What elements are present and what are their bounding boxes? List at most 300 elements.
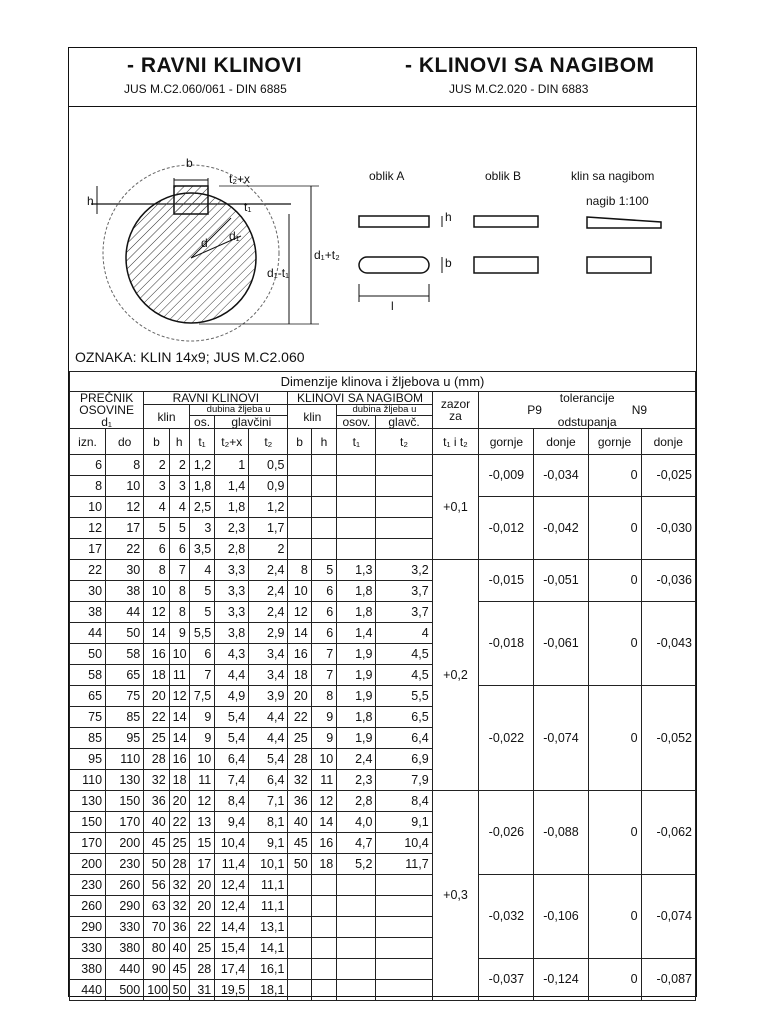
cell-t2x: 9,4 — [215, 812, 249, 833]
cell-t1: 15 — [189, 833, 214, 854]
cell-t2x: 3,3 — [215, 602, 249, 623]
cell-t1: 9 — [189, 728, 214, 749]
cell-h: 3 — [169, 476, 189, 497]
cell-do: 330 — [106, 917, 144, 938]
cell-h2: 9 — [311, 728, 336, 749]
cell-t1: 22 — [189, 917, 214, 938]
table-row — [70, 791, 696, 812]
cell-t1: 31 — [189, 980, 214, 1001]
cell-izn: 170 — [70, 833, 106, 854]
cell-b: 45 — [144, 833, 169, 854]
cell-t1: 9 — [189, 707, 214, 728]
left-title: - RAVNI KLINOVI — [127, 54, 303, 77]
header-zazor-text: zazor — [440, 397, 471, 411]
cell-do: 65 — [106, 665, 144, 686]
cell-t2b — [376, 518, 432, 539]
header-osovine: OSOVINE — [79, 403, 134, 417]
cell-b2: 22 — [288, 707, 311, 728]
cell-t2b: 3,7 — [376, 581, 432, 602]
cell-p9-gornje: -0,018 — [479, 602, 534, 686]
cell-h2: 11 — [311, 770, 336, 791]
cell-t2: 14,1 — [249, 938, 288, 959]
cell-t1b: 2,8 — [337, 791, 376, 812]
cell-h: 25 — [169, 833, 189, 854]
cell-b2 — [288, 959, 311, 980]
drawing-area — [69, 106, 696, 372]
cell-izn: 230 — [70, 875, 106, 896]
cell-do: 10 — [106, 476, 144, 497]
cell-h2 — [311, 455, 336, 476]
cell-n9-gornje: 0 — [588, 959, 641, 1001]
cell-h: 11 — [169, 665, 189, 686]
cell-do: 440 — [106, 959, 144, 980]
cell-do: 110 — [106, 749, 144, 770]
cell-b: 56 — [144, 875, 169, 896]
cell-h: 5 — [169, 518, 189, 539]
cell-t2: 11,1 — [249, 896, 288, 917]
cell-h: 20 — [169, 791, 189, 812]
cell-b: 8 — [144, 560, 169, 581]
cell-t1: 5 — [189, 602, 214, 623]
cell-h: 16 — [169, 749, 189, 770]
cell-h2 — [311, 980, 336, 1001]
oblik-b-label: oblik B — [485, 169, 522, 183]
cell-t2: 11,1 — [249, 875, 288, 896]
cell-t1b: 1,9 — [337, 686, 376, 707]
taper-key-side — [587, 217, 661, 228]
cell-b2: 45 — [288, 833, 311, 854]
cell-b: 20 — [144, 686, 169, 707]
cell-p9-donje: -0,061 — [534, 602, 588, 686]
cell-t2x: 10,4 — [215, 833, 249, 854]
cell-h2 — [311, 938, 336, 959]
cell-b: 40 — [144, 812, 169, 833]
cell-h2 — [311, 497, 336, 518]
cell-b: 14 — [144, 623, 169, 644]
cell-h2 — [311, 917, 336, 938]
cell-t1: 17 — [189, 854, 214, 875]
label-t1: t₁ — [244, 200, 252, 214]
cell-t2x: 4,9 — [215, 686, 249, 707]
cell-h2: 7 — [311, 665, 336, 686]
cell-izn: 85 — [70, 728, 106, 749]
cell-t1b — [337, 875, 376, 896]
cell-izn: 330 — [70, 938, 106, 959]
cell-t2: 1,2 — [249, 497, 288, 518]
form-a-side — [359, 216, 429, 227]
cell-h: 14 — [169, 707, 189, 728]
cell-izn: 290 — [70, 917, 106, 938]
cell-t2b: 4 — [376, 623, 432, 644]
cell-t2b — [376, 959, 432, 980]
cell-t1: 10 — [189, 749, 214, 770]
header-tolerances — [479, 392, 696, 429]
nagib-label: nagib 1:100 — [586, 194, 649, 208]
taper-key-top — [587, 257, 651, 273]
klin-nagib-label: klin sa nagibom — [571, 169, 655, 183]
cell-t1b: 1,9 — [337, 665, 376, 686]
cell-t1b — [337, 518, 376, 539]
cell-n9-donje: -0,043 — [641, 602, 695, 686]
cell-do: 58 — [106, 644, 144, 665]
cell-t1: 11 — [189, 770, 214, 791]
col-h: h — [169, 429, 189, 455]
cell-n9-donje: -0,025 — [641, 455, 695, 497]
cell-do: 95 — [106, 728, 144, 749]
cell-t2x: 3,3 — [215, 560, 249, 581]
cell-b2: 12 — [288, 602, 311, 623]
cell-t1: 1,2 — [189, 455, 214, 476]
cell-izn: 58 — [70, 665, 106, 686]
cell-t1: 3,5 — [189, 539, 214, 560]
left-standard: JUS M.C2.060/061 - DIN 6885 — [124, 82, 287, 96]
cell-h2 — [311, 539, 336, 560]
cell-t1: 6 — [189, 644, 214, 665]
cell-n9-donje: -0,087 — [641, 959, 695, 1001]
cell-n9-gornje: 0 — [588, 875, 641, 959]
cell-t1b — [337, 959, 376, 980]
cell-t1b: 5,2 — [337, 854, 376, 875]
cell-do: 170 — [106, 812, 144, 833]
cell-t1: 5,5 — [189, 623, 214, 644]
label-l: l — [391, 299, 394, 313]
cell-izn: 6 — [70, 455, 106, 476]
cell-t2x: 1,4 — [215, 476, 249, 497]
cell-t2: 10,1 — [249, 854, 288, 875]
col-do: do — [106, 429, 144, 455]
cell-izn: 17 — [70, 539, 106, 560]
col-gornje-2: gornje — [588, 429, 641, 455]
cell-t2b — [376, 539, 432, 560]
cell-p9-gornje: -0,015 — [479, 560, 534, 602]
cell-b: 4 — [144, 497, 169, 518]
cell-do: 500 — [106, 980, 144, 1001]
col-t2b: t₂ — [376, 429, 432, 455]
form-a-top — [359, 257, 429, 273]
cell-b2 — [288, 917, 311, 938]
cell-t2: 8,1 — [249, 812, 288, 833]
cell-t2: 3,9 — [249, 686, 288, 707]
cell-n9-donje: -0,036 — [641, 560, 695, 602]
cell-p9-donje: -0,034 — [534, 455, 588, 497]
cell-t2x: 5,4 — [215, 728, 249, 749]
key-section — [174, 186, 208, 214]
cell-izn: 22 — [70, 560, 106, 581]
cell-t2x: 7,4 — [215, 770, 249, 791]
col-t2x: t₂+x — [215, 429, 249, 455]
dimension-table — [69, 371, 696, 1001]
header-os: os. — [189, 416, 214, 429]
table-row — [70, 560, 696, 581]
cell-b: 25 — [144, 728, 169, 749]
cell-n9-donje: -0,062 — [641, 791, 695, 875]
right-title: - KLINOVI SA NAGIBOM — [405, 54, 655, 77]
cell-h: 8 — [169, 602, 189, 623]
cell-b: 3 — [144, 476, 169, 497]
cell-p9-gornje: -0,032 — [479, 875, 534, 959]
cell-h: 32 — [169, 875, 189, 896]
cell-p9-gornje: -0,012 — [479, 497, 534, 560]
label-d1-t1: d₁-t₁ — [267, 266, 290, 280]
cell-b: 36 — [144, 791, 169, 812]
cell-h2 — [311, 476, 336, 497]
cell-t1b: 1,8 — [337, 602, 376, 623]
label-d1: d₁ — [229, 229, 240, 243]
cell-p9-donje: -0,124 — [534, 959, 588, 1001]
cell-h: 9 — [169, 623, 189, 644]
cell-zazor: +0,1 — [432, 455, 479, 560]
cell-do: 8 — [106, 455, 144, 476]
cell-h2 — [311, 518, 336, 539]
cell-t2: 2,4 — [249, 602, 288, 623]
cell-t1b — [337, 476, 376, 497]
cell-h2: 14 — [311, 812, 336, 833]
header-klin: klin — [144, 405, 190, 429]
cell-do: 150 — [106, 791, 144, 812]
label-t2x: t₂+x — [229, 172, 250, 186]
cell-izn: 150 — [70, 812, 106, 833]
cell-t2b: 8,4 — [376, 791, 432, 812]
table-banner: Dimenzije klinova i žljebova u (mm) — [70, 372, 696, 392]
table-row — [70, 602, 696, 623]
cell-h: 45 — [169, 959, 189, 980]
cell-t2b: 4,5 — [376, 644, 432, 665]
cell-t2b — [376, 980, 432, 1001]
cell-p9-gornje: -0,009 — [479, 455, 534, 497]
cell-t2: 3,4 — [249, 644, 288, 665]
cell-h: 4 — [169, 497, 189, 518]
cell-t1b — [337, 917, 376, 938]
header — [69, 48, 696, 107]
cell-n9-donje: -0,074 — [641, 875, 695, 959]
label-d1-t2: d₁+t₂ — [314, 248, 340, 262]
cell-izn: 38 — [70, 602, 106, 623]
cell-t1b: 1,3 — [337, 560, 376, 581]
cell-b: 80 — [144, 938, 169, 959]
header-zazor — [432, 392, 479, 429]
cell-b2: 50 — [288, 854, 311, 875]
cell-n9-gornje: 0 — [588, 455, 641, 497]
cell-b2 — [288, 497, 311, 518]
cell-t2b: 11,7 — [376, 854, 432, 875]
cell-h: 50 — [169, 980, 189, 1001]
cell-t2b: 6,9 — [376, 749, 432, 770]
cell-t1: 1,8 — [189, 476, 214, 497]
cell-h: 8 — [169, 581, 189, 602]
cell-t2b: 6,5 — [376, 707, 432, 728]
cell-h2: 16 — [311, 833, 336, 854]
cell-izn: 440 — [70, 980, 106, 1001]
cell-n9-gornje: 0 — [588, 791, 641, 875]
cell-b2: 20 — [288, 686, 311, 707]
cell-t2b — [376, 938, 432, 959]
cell-do: 260 — [106, 875, 144, 896]
header-n9: N9 — [631, 403, 648, 417]
cell-h2: 6 — [311, 581, 336, 602]
cell-t1: 28 — [189, 959, 214, 980]
cell-izn: 65 — [70, 686, 106, 707]
cell-h: 14 — [169, 728, 189, 749]
cell-h2 — [311, 959, 336, 980]
label-b-key: b — [445, 256, 452, 270]
cell-t2: 2,4 — [249, 581, 288, 602]
cell-n9-donje: -0,052 — [641, 686, 695, 791]
cell-t2x: 4,4 — [215, 665, 249, 686]
cell-izn: 380 — [70, 959, 106, 980]
cell-b2 — [288, 896, 311, 917]
cell-h2 — [311, 896, 336, 917]
cell-t2: 4,4 — [249, 707, 288, 728]
cell-izn: 10 — [70, 497, 106, 518]
cell-b2: 25 — [288, 728, 311, 749]
cell-t1: 2,5 — [189, 497, 214, 518]
header-dubina-2: dubina žljeba u — [337, 405, 432, 416]
cell-do: 12 — [106, 497, 144, 518]
table-body — [70, 455, 696, 1001]
cell-t2: 2 — [249, 539, 288, 560]
label-b: b — [186, 156, 193, 170]
cell-do: 290 — [106, 896, 144, 917]
header-p9: P9 — [527, 403, 542, 417]
cell-t2x: 15,4 — [215, 938, 249, 959]
cell-b: 90 — [144, 959, 169, 980]
cell-t2b: 6,4 — [376, 728, 432, 749]
cell-h2: 6 — [311, 623, 336, 644]
cell-b2 — [288, 938, 311, 959]
table-row — [70, 686, 696, 707]
cell-b2: 18 — [288, 665, 311, 686]
cell-b: 6 — [144, 539, 169, 560]
cell-b: 70 — [144, 917, 169, 938]
label-h-key: h — [445, 210, 452, 224]
table-row — [70, 455, 696, 476]
cell-t2x: 11,4 — [215, 854, 249, 875]
cell-b2 — [288, 539, 311, 560]
cell-t2: 1,7 — [249, 518, 288, 539]
header-klin-2: klin — [288, 405, 337, 429]
cell-do: 30 — [106, 560, 144, 581]
designation-example: OZNAKA: KLIN 14x9; JUS M.C2.060 — [75, 349, 305, 365]
cell-t1b — [337, 539, 376, 560]
cell-b2: 10 — [288, 581, 311, 602]
cell-izn: 50 — [70, 644, 106, 665]
keyway-diagram — [69, 106, 696, 371]
cell-do: 22 — [106, 539, 144, 560]
cell-zazor: +0,2 — [432, 560, 479, 791]
cell-b2 — [288, 518, 311, 539]
cell-do: 75 — [106, 686, 144, 707]
cell-p9-donje: -0,088 — [534, 791, 588, 875]
cell-t2: 0,9 — [249, 476, 288, 497]
col-t1: t₁ — [189, 429, 214, 455]
cell-t1b: 1,8 — [337, 581, 376, 602]
header-glavc: glavč. — [376, 416, 432, 429]
cell-b: 10 — [144, 581, 169, 602]
cell-t2x: 4,3 — [215, 644, 249, 665]
cell-do: 38 — [106, 581, 144, 602]
cell-t2x: 6,4 — [215, 749, 249, 770]
cell-h2: 5 — [311, 560, 336, 581]
header-dubina: dubina žljeba u — [189, 405, 288, 416]
cell-h: 40 — [169, 938, 189, 959]
cell-p9-donje: -0,051 — [534, 560, 588, 602]
cell-t1b: 4,7 — [337, 833, 376, 854]
cell-t1b — [337, 938, 376, 959]
cell-t2x: 19,5 — [215, 980, 249, 1001]
cell-t2x: 17,4 — [215, 959, 249, 980]
cell-izn: 110 — [70, 770, 106, 791]
table-row — [70, 875, 696, 896]
cell-h2: 8 — [311, 686, 336, 707]
cell-t2: 16,1 — [249, 959, 288, 980]
cell-t2: 9,1 — [249, 833, 288, 854]
col-t2: t₂ — [249, 429, 288, 455]
cell-t2: 5,4 — [249, 749, 288, 770]
cell-b2: 16 — [288, 644, 311, 665]
col-t1-i-t2: t₁ i t₂ — [432, 429, 479, 455]
cell-t1: 20 — [189, 896, 214, 917]
cell-n9-gornje: 0 — [588, 686, 641, 791]
cell-t1: 25 — [189, 938, 214, 959]
cell-t2x: 3,8 — [215, 623, 249, 644]
cell-b: 2 — [144, 455, 169, 476]
cell-n9-gornje: 0 — [588, 602, 641, 686]
label-h: h — [87, 194, 94, 208]
cell-t2x: 1,8 — [215, 497, 249, 518]
cell-h2: 10 — [311, 749, 336, 770]
cell-t1b: 1,9 — [337, 728, 376, 749]
cell-p9-donje: -0,042 — [534, 497, 588, 560]
cell-t1: 5 — [189, 581, 214, 602]
cell-t1: 20 — [189, 875, 214, 896]
cell-h: 6 — [169, 539, 189, 560]
cell-h2: 9 — [311, 707, 336, 728]
cell-t2b — [376, 455, 432, 476]
cell-b2 — [288, 455, 311, 476]
cell-h2: 18 — [311, 854, 336, 875]
header-d1: d₁ — [101, 415, 112, 429]
header-odstupanja: odstupanja — [557, 415, 617, 429]
cell-izn: 44 — [70, 623, 106, 644]
cell-do: 200 — [106, 833, 144, 854]
header-osov: osov. — [337, 416, 376, 429]
cell-t2b — [376, 896, 432, 917]
cell-t2x: 1 — [215, 455, 249, 476]
col-izn: izn. — [70, 429, 106, 455]
cell-n9-gornje: 0 — [588, 560, 641, 602]
cell-h2 — [311, 875, 336, 896]
cell-h: 2 — [169, 455, 189, 476]
cell-b2 — [288, 980, 311, 1001]
cell-t2: 18,1 — [249, 980, 288, 1001]
cell-h2: 12 — [311, 791, 336, 812]
cell-t2x: 5,4 — [215, 707, 249, 728]
cell-t2: 4,4 — [249, 728, 288, 749]
col-b2: b — [288, 429, 311, 455]
cell-h: 12 — [169, 686, 189, 707]
cell-t2x: 2,3 — [215, 518, 249, 539]
cell-b: 100 — [144, 980, 169, 1001]
header-za-text: za — [449, 409, 462, 423]
cell-t2b: 9,1 — [376, 812, 432, 833]
col-donje: donje — [534, 429, 588, 455]
cell-t1: 3 — [189, 518, 214, 539]
cell-t1: 7,5 — [189, 686, 214, 707]
cell-t2b — [376, 497, 432, 518]
cell-b2 — [288, 476, 311, 497]
table-row — [70, 959, 696, 980]
cell-t2: 3,4 — [249, 665, 288, 686]
